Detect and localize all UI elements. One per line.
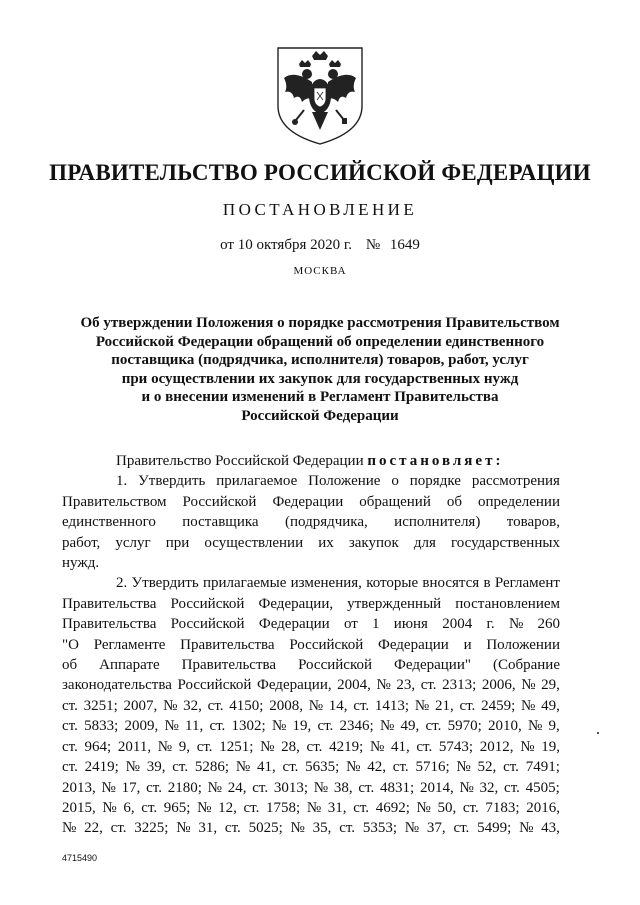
paragraph-2-line: ст. 5833; 2009, № 11, ст. 1302; № 19, ст. 2346; № 49, ст. 5970; 2010, № 9, bbox=[62, 718, 560, 735]
intro-verb: постановляет: bbox=[367, 453, 504, 469]
margin-mark bbox=[597, 732, 599, 734]
paragraph-2-line: 2015, № 6, ст. 965; № 12, ст. 1758; № 31, ст. 4692; № 50, ст. 7183; 2016, bbox=[62, 799, 560, 816]
paragraph-2-line: Правительства Российской Федерации от 1 июня 2004 г. № 260 bbox=[62, 616, 560, 633]
paragraph-1-line: нужд. bbox=[62, 555, 100, 572]
intro-line bbox=[62, 451, 560, 471]
paragraph-2-line: об Аппарате Правительства Российской Федерации" (Собрание bbox=[62, 657, 560, 674]
document-number: 1649 bbox=[389, 237, 420, 253]
paragraph-2-line: законодательства Российской Федерации, 2004, № 23, ст. 2313; 2006, № 29, bbox=[62, 677, 560, 694]
intro-text: Правительство Российской Федерации bbox=[116, 453, 364, 469]
document-date: от 10 октября 2020 г. bbox=[220, 237, 353, 253]
paragraph-2-line: Правительства Российской Федерации, утвержденный постановлением bbox=[62, 595, 560, 612]
paragraph-2-line: "О Регламенте Правительства Российской Федерации и Положении bbox=[62, 636, 560, 653]
subject-line: Российской Федерации обращений об определении единственного bbox=[95, 333, 545, 350]
footer-code: 4715490 bbox=[62, 853, 98, 863]
document-type: ПОСТАНОВЛЕНИЕ bbox=[222, 200, 418, 219]
number-sign: № bbox=[365, 237, 381, 253]
paragraph-2-line: 2. Утвердить прилагаемые изменения, которые вносятся в Регламент bbox=[116, 575, 560, 592]
coat-of-arms-icon bbox=[272, 44, 368, 148]
paragraph-2-line: ст. 2419; № 39, ст. 5286; № 41, ст. 5635; № 42, ст. 5716; № 52, ст. 7491; bbox=[62, 759, 560, 776]
date-line bbox=[0, 237, 640, 254]
paragraph-2-line: ст. 3251; 2007, № 32, ст. 4150; 2008, № 14, ст. 1413; № 21, ст. 2459; № 49, bbox=[62, 697, 560, 714]
subject-line: и о внесении изменений в Регламент Правительства bbox=[141, 389, 499, 405]
paragraph-2-line: № 22, ст. 3225; № 31, ст. 5025; № 35, ст. 5353; № 37, ст. 5499; № 43, bbox=[62, 820, 560, 837]
paragraph-1-line: работ, услуг при осуществлении их закупок для государственных bbox=[62, 534, 560, 551]
document-body bbox=[62, 451, 560, 839]
paragraph-2-line: 2013, № 17, ст. 2180; № 24, ст. 3013; № 38, ст. 4831; 2014, № 32, ст. 4505; bbox=[62, 779, 560, 796]
subject-line: поставщика (подрядчика, исполнителя) товаров, работ, услуг bbox=[111, 352, 529, 368]
subject-heading bbox=[60, 314, 580, 425]
subject-line: Российской Федерации bbox=[241, 407, 399, 424]
paragraph-1-line: единственного поставщика (подрядчика, исполнителя) товаров, bbox=[62, 514, 560, 531]
city: МОСКВА bbox=[293, 265, 347, 277]
subject-line: при осуществлении их закупок для государственных нужд bbox=[121, 370, 519, 387]
paragraph-1-line: 1. Утвердить прилагаемое Положение о порядке рассмотрения bbox=[116, 473, 560, 490]
paragraph-2-line: ст. 964; 2011, № 9, ст. 1251; № 28, ст. 4219; № 41, ст. 5743; 2012, № 19, bbox=[62, 738, 560, 755]
government-title: ПРАВИТЕЛЬСТВО РОССИЙСКОЙ ФЕДЕРАЦИИ bbox=[49, 160, 591, 185]
paragraph-1-line: Правительством Российской Федерации обращений об определении bbox=[62, 493, 560, 510]
subject-line: Об утверждении Положения о порядке рассмотрения Правительством bbox=[80, 315, 560, 331]
